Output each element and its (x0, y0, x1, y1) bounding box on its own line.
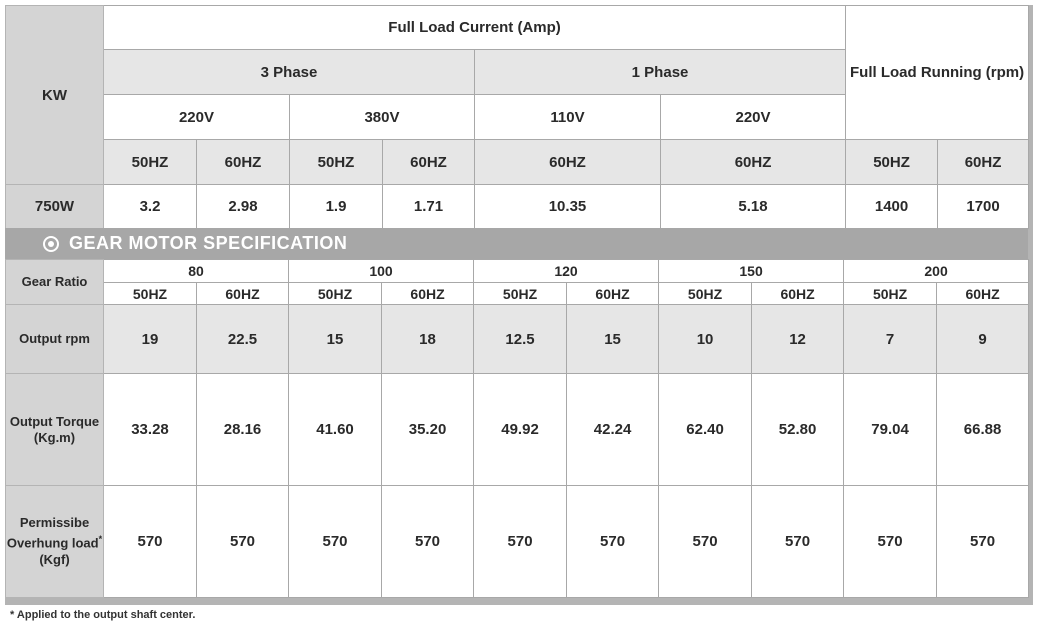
overhung-label-line: Overhung load (6, 535, 99, 551)
table-cell: 570 (844, 486, 937, 598)
freq-header: 60HZ (475, 140, 661, 185)
table-cell: 33.28 (104, 374, 197, 486)
overhung-load-label (6, 486, 104, 598)
torque-label-unit: (Kg.m) (33, 429, 76, 445)
table-cell: 570 (567, 486, 659, 598)
table-cell: 2.98 (197, 185, 290, 229)
overhung-label-line: Permissibe (19, 515, 90, 531)
voltage-header: 380V (290, 95, 475, 140)
footnote: * Applied to the output shaft center. (10, 609, 196, 621)
table-cell: 10.35 (475, 185, 661, 229)
table-cell: 570 (289, 486, 382, 598)
table-cell: 42.24 (567, 374, 659, 486)
table-cell: 5.18 (661, 185, 846, 229)
freq-header: 60HZ (938, 140, 1029, 185)
target-circle-icon (43, 236, 59, 252)
table-row (6, 305, 1029, 374)
gear-ratio-value: 200 (844, 260, 1029, 283)
table-cell: 28.16 (197, 374, 289, 486)
freq-header: 60HZ (382, 283, 474, 305)
section-header (5, 228, 1028, 259)
freq-header: 50HZ (844, 283, 937, 305)
table-cell: 79.04 (844, 374, 937, 486)
table-cell: 12.5 (474, 305, 567, 374)
freq-header: 60HZ (937, 283, 1029, 305)
table-cell: 15 (567, 305, 659, 374)
freq-header: 60HZ (567, 283, 659, 305)
footnote-marker: * (98, 534, 103, 545)
table-cell: 1400 (846, 185, 938, 229)
table-cell: 570 (937, 486, 1029, 598)
table-cell: 570 (197, 486, 289, 598)
table-cell: 35.20 (382, 374, 474, 486)
gear-ratio-value: 150 (659, 260, 844, 283)
freq-header: 50HZ (104, 283, 197, 305)
table-cell: 3.2 (104, 185, 197, 229)
table-cell: 52.80 (752, 374, 844, 486)
table-cell: 41.60 (289, 374, 382, 486)
voltage-header: 220V (104, 95, 290, 140)
kw-value: 750W (6, 185, 104, 229)
gear-ratio-value: 80 (104, 260, 289, 283)
table-cell: 49.92 (474, 374, 567, 486)
table-cell: 7 (844, 305, 937, 374)
freq-header: 60HZ (197, 140, 290, 185)
freq-header: 60HZ (383, 140, 475, 185)
freq-header: 50HZ (290, 140, 383, 185)
table-row (6, 185, 1029, 229)
freq-header: 50HZ (659, 283, 752, 305)
overhung-label-unit: (Kgf) (39, 551, 70, 567)
section-title: GEAR MOTOR SPECIFICATION (69, 233, 348, 253)
freq-header: 50HZ (474, 283, 567, 305)
gear-spec-table (5, 259, 1029, 598)
freq-header: 50HZ (104, 140, 197, 185)
table-cell: 66.88 (937, 374, 1029, 486)
full-load-running-header: Full Load Running (rpm) (846, 6, 1029, 140)
motor-spec-table (5, 5, 1029, 229)
table-cell: 570 (382, 486, 474, 598)
gear-ratio-label: Gear Ratio (6, 260, 104, 305)
table-cell: 570 (474, 486, 567, 598)
table-cell: 9 (937, 305, 1029, 374)
one-phase-header: 1 Phase (475, 50, 846, 95)
full-load-current-header: Full Load Current (Amp) (104, 6, 846, 50)
freq-header: 60HZ (197, 283, 289, 305)
table-cell: 570 (104, 486, 197, 598)
kw-header: KW (6, 6, 104, 185)
table-cell: 1700 (938, 185, 1029, 229)
table-cell: 22.5 (197, 305, 289, 374)
torque-label-line: Output Torque (9, 413, 100, 429)
three-phase-header: 3 Phase (104, 50, 475, 95)
table-cell: 18 (382, 305, 474, 374)
table-row (6, 486, 1029, 598)
table-cell: 570 (752, 486, 844, 598)
table-cell: 1.71 (383, 185, 475, 229)
table-cell: 570 (659, 486, 752, 598)
table-row (6, 374, 1029, 486)
freq-header: 50HZ (289, 283, 382, 305)
output-rpm-label: Output rpm (6, 305, 104, 374)
gear-ratio-value: 120 (474, 260, 659, 283)
table-cell: 19 (104, 305, 197, 374)
freq-header: 50HZ (846, 140, 938, 185)
voltage-header: 220V (661, 95, 846, 140)
table-cell: 1.9 (290, 185, 383, 229)
freq-header: 60HZ (661, 140, 846, 185)
gear-ratio-value: 100 (289, 260, 474, 283)
table-cell: 10 (659, 305, 752, 374)
freq-header: 60HZ (752, 283, 844, 305)
table-cell: 62.40 (659, 374, 752, 486)
table-cell: 15 (289, 305, 382, 374)
output-torque-label (6, 374, 104, 486)
voltage-header: 110V (475, 95, 661, 140)
table-cell: 12 (752, 305, 844, 374)
